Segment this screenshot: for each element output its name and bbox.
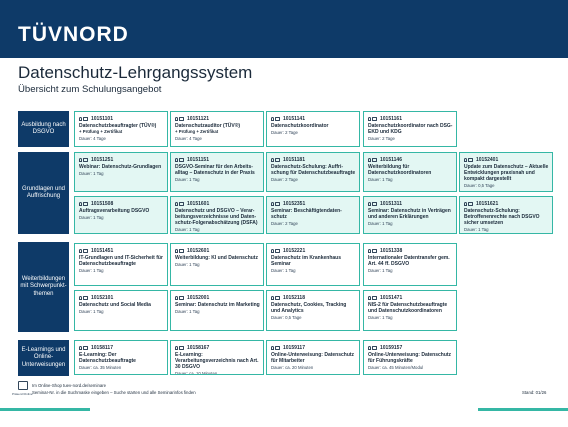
presence-icon bbox=[79, 249, 82, 253]
course-card[interactable] bbox=[363, 111, 457, 147]
row-label-0: Ausbildung nach DSGVO bbox=[18, 111, 69, 147]
page-subtitle: Übersicht zum Schulungsangebot bbox=[18, 84, 162, 95]
course-card[interactable] bbox=[74, 340, 168, 375]
online-icon bbox=[372, 249, 377, 253]
format-icons bbox=[79, 346, 88, 350]
format-icons bbox=[175, 296, 184, 300]
course-number: 10152401 bbox=[476, 156, 499, 163]
course-card[interactable] bbox=[363, 290, 457, 331]
online-icon bbox=[372, 296, 377, 300]
format-icons bbox=[79, 158, 88, 162]
presence-icon bbox=[79, 117, 82, 121]
course-duration: Dauer: 1 Tag bbox=[368, 177, 393, 182]
presence-icon bbox=[464, 202, 467, 206]
presence-icon bbox=[79, 346, 82, 350]
course-number: 10151146 bbox=[380, 156, 402, 163]
course-card[interactable] bbox=[266, 340, 360, 375]
format-icons bbox=[175, 346, 184, 350]
course-title: Datenschutz-Schulung: Betroffenenrechte nach DSGVO sicher umsetzen bbox=[464, 208, 540, 226]
format-icons bbox=[271, 346, 280, 350]
course-duration: Dauer: ca. 45 Minuten/Modul bbox=[368, 365, 424, 370]
row-label-1: Grundlagen und Auffrischung bbox=[18, 152, 69, 234]
course-header bbox=[368, 344, 453, 351]
format-icons bbox=[79, 249, 88, 253]
course-header bbox=[271, 115, 356, 122]
online-icon bbox=[372, 158, 377, 162]
course-title: Datenschutz und DSGVO – Verar-beitungsverzeichnisse und Daten-schutz-Folgenabschätzung (DSFA) bbox=[175, 208, 258, 226]
course-duration: Dauer: ca. 35 Minuten bbox=[79, 365, 122, 370]
course-duration: Dauer: 4 Tage bbox=[79, 135, 106, 141]
online-icon bbox=[275, 296, 280, 300]
course-card[interactable] bbox=[170, 196, 264, 234]
presence-icon bbox=[175, 117, 178, 121]
online-icon bbox=[275, 249, 280, 253]
online-icon bbox=[83, 346, 88, 350]
course-title: E-Learning: Der Datenschutzbeauftragte bbox=[79, 352, 136, 364]
format-icons bbox=[368, 158, 377, 162]
bottom-accent-right bbox=[478, 408, 568, 411]
course-title: Online-Unterweisung: Datenschutz für Führungskräfte bbox=[368, 352, 452, 364]
presence-icon bbox=[175, 346, 178, 350]
course-duration: Dauer: 1 Tag bbox=[368, 268, 393, 273]
online-icon bbox=[179, 296, 184, 300]
course-card[interactable] bbox=[363, 152, 457, 192]
online-icon bbox=[275, 346, 280, 350]
format-icons bbox=[464, 158, 473, 162]
course-card[interactable] bbox=[170, 152, 264, 192]
online-icon bbox=[468, 158, 473, 162]
online-icon bbox=[179, 117, 184, 121]
course-card[interactable] bbox=[170, 243, 264, 286]
course-title: Datenschutz-Schulung: Auffri-schung für Datenschutzbeauftragte bbox=[271, 164, 356, 176]
presence-icon bbox=[271, 117, 274, 121]
course-number: 10151338 bbox=[380, 247, 403, 254]
format-icons bbox=[368, 346, 377, 350]
format-icons bbox=[79, 296, 88, 300]
presence-icon bbox=[271, 202, 274, 206]
online-icon bbox=[275, 117, 280, 121]
course-header bbox=[175, 247, 260, 254]
course-duration: Dauer: 1 Tag bbox=[79, 215, 104, 220]
row-label-3: E-Learnings und Online-Unterweisungen bbox=[18, 340, 69, 376]
course-duration: Dauer: 1 Tag bbox=[368, 221, 393, 226]
course-header bbox=[464, 200, 549, 207]
format-icons bbox=[79, 117, 88, 121]
course-header bbox=[368, 247, 453, 254]
course-title: IT-Grundlagen und IT-Sicherheit für Datenschutzbeauftragte bbox=[79, 255, 163, 267]
format-icons bbox=[368, 202, 377, 206]
presence-online-icon bbox=[18, 381, 28, 390]
presence-icon bbox=[79, 202, 82, 206]
course-header bbox=[271, 156, 356, 163]
course-header bbox=[79, 115, 164, 122]
course-number: 10151161 bbox=[380, 115, 402, 122]
course-header bbox=[368, 156, 453, 163]
course-number: 10151621 bbox=[476, 200, 499, 207]
course-number: 10159117 bbox=[283, 344, 305, 351]
course-card[interactable] bbox=[74, 196, 168, 234]
course-duration: Dauer: 1 Tag bbox=[175, 309, 200, 314]
course-card[interactable] bbox=[74, 111, 168, 147]
online-icon bbox=[372, 202, 377, 206]
course-header bbox=[175, 156, 260, 163]
presence-icon bbox=[271, 296, 274, 300]
course-card[interactable] bbox=[170, 290, 264, 331]
course-extra: + Prüfung + Zertifikat bbox=[175, 129, 219, 134]
course-number: 10151121 bbox=[187, 115, 209, 122]
online-icon bbox=[83, 249, 88, 253]
course-number: 10151471 bbox=[380, 294, 403, 301]
course-duration: Dauer: 1 Tag bbox=[464, 227, 489, 232]
row-label-2: Weiterbildungen mit Schwerpunkt-themen bbox=[18, 242, 69, 332]
presence-icon bbox=[175, 249, 178, 253]
course-duration: Dauer: 4 Tage bbox=[175, 135, 202, 141]
online-icon bbox=[179, 202, 184, 206]
course-duration: Dauer: 1 Tag bbox=[79, 268, 104, 273]
course-title: DSGVO-Seminar für den Arbeits-alltag – Datenschutz in der Praxis bbox=[175, 164, 255, 176]
course-number: 10151451 bbox=[91, 247, 114, 254]
course-header bbox=[271, 344, 356, 351]
course-card[interactable] bbox=[170, 340, 264, 375]
online-icon bbox=[83, 117, 88, 121]
format-icons bbox=[271, 117, 280, 121]
course-number: 10151311 bbox=[380, 200, 402, 207]
course-card[interactable] bbox=[363, 196, 457, 234]
course-duration: Dauer: 2 Tage bbox=[368, 136, 395, 141]
course-header bbox=[79, 294, 164, 301]
course-duration: Dauer: 2 Tage bbox=[271, 130, 298, 135]
course-header bbox=[175, 344, 260, 351]
course-number: 10151101 bbox=[91, 115, 113, 122]
shop-hint: Im Online-Shop tuev-nord.de/seminare bbox=[32, 383, 107, 388]
format-icons bbox=[79, 202, 88, 206]
presence-icon bbox=[368, 249, 371, 253]
course-card[interactable] bbox=[459, 152, 553, 192]
course-title: Datenschutz, Cookies, Tracking und Analytics bbox=[271, 302, 347, 314]
course-number: 10151251 bbox=[91, 156, 114, 163]
course-card[interactable] bbox=[363, 243, 457, 286]
course-card[interactable] bbox=[266, 152, 360, 192]
course-title: Weiterbildung: KI und Datenschutz bbox=[175, 255, 258, 261]
bottom-accent-left bbox=[0, 408, 90, 411]
course-card[interactable] bbox=[459, 196, 553, 234]
course-number: 10159157 bbox=[380, 344, 403, 351]
course-header bbox=[175, 294, 260, 301]
format-icons bbox=[271, 158, 280, 162]
course-duration: Dauer: 2 Tage bbox=[271, 177, 298, 182]
presence-icon bbox=[175, 296, 178, 300]
presence-icon bbox=[79, 296, 82, 300]
course-title: Seminar: Beschäftigtendaten-schutz bbox=[271, 208, 342, 220]
course-header bbox=[368, 294, 453, 301]
course-duration: Dauer: 1 Tag bbox=[271, 268, 296, 273]
header-bar bbox=[0, 0, 568, 58]
online-icon bbox=[275, 202, 280, 206]
course-title: E-Learning: Verarbeitungsverzeichnis nach Art. 30 DSGVO bbox=[175, 352, 259, 370]
course-card[interactable] bbox=[266, 290, 360, 331]
course-number: 10152001 bbox=[187, 294, 210, 301]
course-title: Datenschutzkoordinator nach DSG-EKD und KDG bbox=[368, 123, 453, 135]
online-icon bbox=[83, 158, 88, 162]
presence-icon bbox=[368, 158, 371, 162]
presence-icon bbox=[368, 117, 371, 121]
course-title: Update zum Datenschutz – Aktuelle Entwicklungen praxisnah und kompakt dargestellt bbox=[464, 164, 549, 182]
course-header bbox=[79, 156, 164, 163]
online-icon bbox=[83, 296, 88, 300]
course-duration: Dauer: ca. 20 Minuten bbox=[271, 365, 314, 370]
presence-icon bbox=[368, 296, 371, 300]
format-icons bbox=[368, 296, 377, 300]
presence-icon bbox=[271, 158, 274, 162]
course-card[interactable] bbox=[266, 243, 360, 286]
presence-icon bbox=[79, 158, 82, 162]
course-number: 10158117 bbox=[91, 344, 113, 351]
online-icon bbox=[83, 202, 88, 206]
course-duration: Dauer: ca. 10 Minuten bbox=[175, 371, 218, 375]
presence-icon bbox=[175, 202, 178, 206]
course-title: Datenschutz im Krankenhaus Seminar bbox=[271, 255, 342, 267]
online-icon bbox=[372, 346, 377, 350]
course-title: Seminar: Datenschutz in Verträgen und anderen Erklärungen bbox=[368, 208, 451, 220]
course-title: Internationaler Datentransfer gem. Art. 44 ff. DSGVO bbox=[368, 255, 450, 267]
format-icons bbox=[368, 117, 377, 121]
bottom-accent bbox=[0, 408, 568, 411]
presence-icon bbox=[464, 158, 467, 162]
course-number: 10158167 bbox=[187, 344, 210, 351]
version-stand: Stand: 01/26 bbox=[522, 390, 547, 395]
online-icon bbox=[275, 158, 280, 162]
course-duration: Dauer: 0,5 Tage bbox=[271, 315, 302, 320]
course-number: 10151141 bbox=[283, 115, 305, 122]
course-duration: Dauer: 1 Tag bbox=[79, 171, 104, 176]
course-duration: Dauer: 2 Tage bbox=[271, 221, 298, 226]
course-header bbox=[79, 344, 164, 351]
presence-icon bbox=[368, 346, 371, 350]
page-title: Datenschutz-Lehrgangssystem bbox=[18, 63, 253, 82]
course-title: Auftragsverarbeitung DSGVO bbox=[79, 208, 150, 214]
course-header bbox=[79, 247, 164, 254]
course-duration: Dauer: 1 Tag bbox=[368, 315, 393, 320]
course-duration: Dauer: 0,5 Tage bbox=[464, 183, 495, 188]
online-icon bbox=[179, 249, 184, 253]
course-title: Online-Unterweisung: Datenschutz für Mitarbeiter bbox=[271, 352, 355, 364]
course-duration: Dauer: 1 Tag bbox=[175, 177, 200, 182]
course-card[interactable] bbox=[74, 152, 168, 192]
format-icons bbox=[175, 202, 184, 206]
course-header bbox=[175, 115, 260, 122]
course-header bbox=[271, 294, 356, 301]
course-number: 10152118 bbox=[283, 294, 305, 301]
course-number: 10152221 bbox=[283, 247, 306, 254]
course-number: 10152601 bbox=[187, 247, 210, 254]
course-card[interactable] bbox=[266, 196, 360, 234]
course-title: Datenschutzkoordinator bbox=[271, 123, 329, 129]
course-number: 10151508 bbox=[91, 200, 114, 207]
format-icons bbox=[271, 296, 280, 300]
course-extra: + Prüfung + Zertifikat bbox=[79, 129, 123, 134]
course-header bbox=[271, 200, 356, 207]
course-number: 10152101 bbox=[91, 294, 114, 301]
course-number: 10151151 bbox=[187, 156, 209, 163]
course-number: 10151181 bbox=[283, 156, 305, 163]
course-title: NIS-2 für Datenschutzbeauftragte und Datenschutzkoordinatoren bbox=[368, 302, 448, 314]
presence-icon bbox=[175, 158, 178, 162]
course-title: Seminar: Datenschutz im Marketing bbox=[175, 302, 260, 308]
course-header bbox=[368, 200, 453, 207]
online-icon bbox=[179, 346, 184, 350]
course-title: Webinar: Datenschutz-Grundlagen bbox=[79, 164, 162, 170]
course-title: Datenschutzauditor (TÜV®) bbox=[175, 123, 241, 129]
course-title: Datenschutz und Social Media bbox=[79, 302, 151, 308]
format-icons bbox=[271, 249, 280, 253]
presence-icon bbox=[271, 346, 274, 350]
course-header bbox=[271, 247, 356, 254]
format-icons bbox=[464, 202, 473, 206]
course-number: 10152351 bbox=[283, 200, 306, 207]
presence-online-label: Präsenz/Online bbox=[12, 392, 33, 396]
online-icon bbox=[372, 117, 377, 121]
course-card[interactable] bbox=[170, 111, 264, 147]
online-icon bbox=[179, 158, 184, 162]
course-card[interactable] bbox=[74, 243, 168, 286]
course-header bbox=[79, 200, 164, 207]
course-card[interactable] bbox=[74, 290, 168, 331]
format-icons bbox=[271, 202, 280, 206]
presence-icon bbox=[368, 202, 371, 206]
search-hint: Seminar-Nr. in die Suchmaske eingeben – Suche starten und alle Seminarinfos finden bbox=[32, 390, 196, 395]
presence-icon bbox=[271, 249, 274, 253]
course-card[interactable] bbox=[363, 340, 457, 375]
course-duration: Dauer: 1 Tag bbox=[79, 309, 104, 314]
course-header bbox=[368, 115, 453, 122]
course-header bbox=[464, 156, 549, 163]
online-icon bbox=[468, 202, 473, 206]
tuev-nord-logo: TÜVNORD bbox=[18, 23, 129, 46]
format-icons bbox=[175, 117, 184, 121]
course-header bbox=[175, 200, 260, 207]
course-title: Datenschutzbeauftragter (TÜV®) bbox=[79, 123, 157, 129]
course-card[interactable] bbox=[266, 111, 360, 147]
course-number: 10151601 bbox=[187, 200, 210, 207]
course-duration: Dauer: 1 Tag bbox=[175, 227, 200, 232]
course-title: Weiterbildung für Datenschutzkoordinatoren bbox=[368, 164, 432, 176]
course-duration: Dauer: 1 Tag bbox=[175, 262, 200, 267]
format-icons bbox=[368, 249, 377, 253]
format-icons bbox=[175, 249, 184, 253]
format-icons bbox=[175, 158, 184, 162]
